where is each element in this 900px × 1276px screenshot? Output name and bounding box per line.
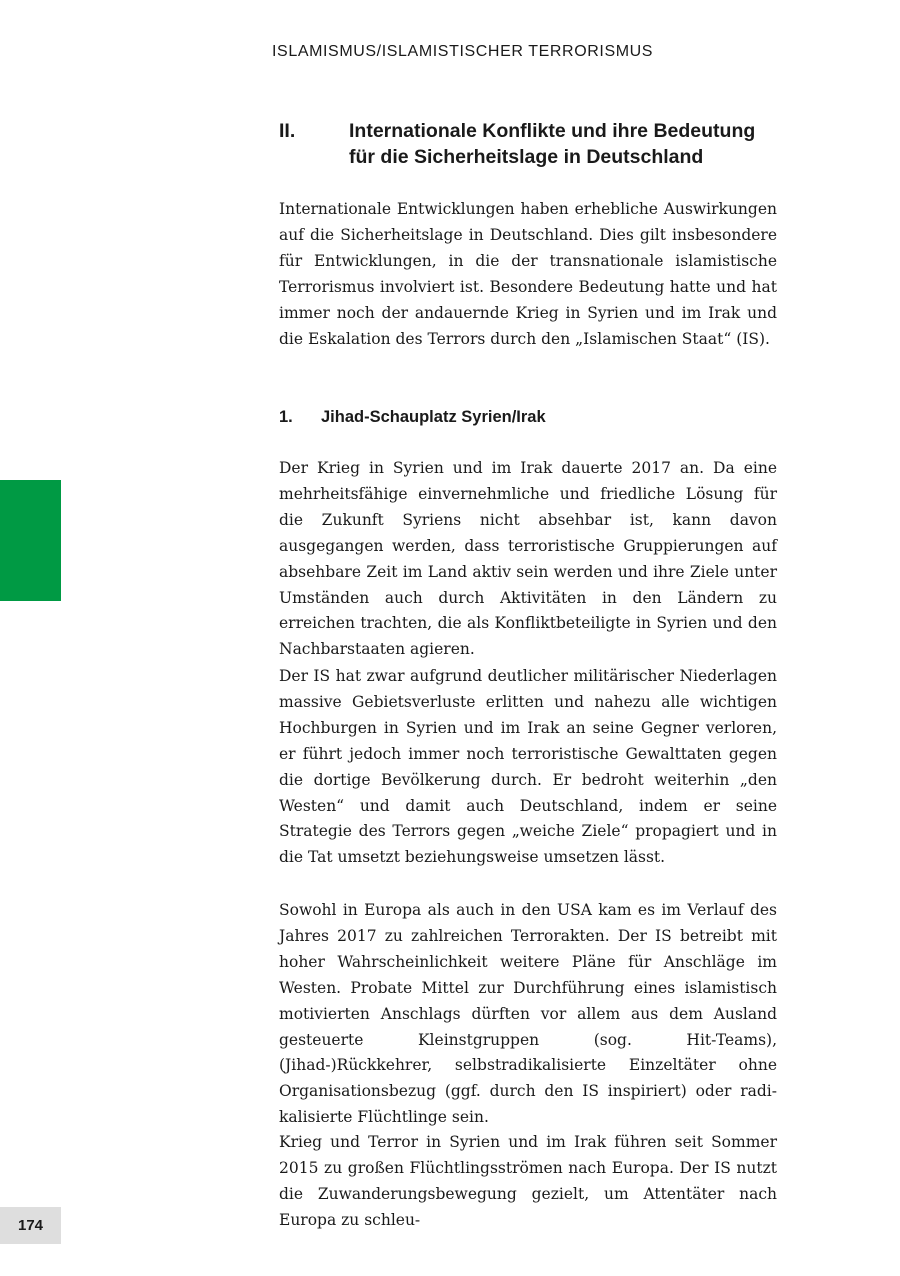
- body-paragraph-4: Krieg und Terror in Syrien und im Irak führen seit Sommer 2015 zu großen Flüchtlingsströmen nach Europa. Der IS nutzt die Zuwanderungsbewegung gezielt, um Attentäter nach Europa zu schleu-: [279, 1133, 777, 1229]
- chapter-heading: [279, 118, 779, 170]
- section-heading: [279, 405, 779, 429]
- body-paragraph-1: Der Krieg in Syrien und im Irak dauerte 2017 an. Da eine mehrheitsfähige einvernehmliche und friedliche Lösung für die Zukunft Syriens nicht absehbar ist, kann davon ausgegangen werden, dass terroristische Gruppierungen auf absehbare Zeit im Land aktiv sein werden und ihre Ziele unter Umständen auch durch Aktivitäten in den Ländern zu erreichen trachten, die als Konfliktbeteiligte in Syrien und den Nachbarstaaten agieren.: [279, 459, 777, 659]
- chapter-number: II.: [279, 120, 296, 142]
- chapter-color-tab: [0, 480, 61, 601]
- section-number: 1.: [279, 408, 293, 426]
- body-paragraph-2: Der IS hat zwar aufgrund deutlicher militärischer Niederlagen massive Gebietsverluste erlitten und nahezu alle wichtigen Hochburgen in Syrien und im Irak an seine Gegner verloren, er führt jedoch immer noch terroristische Gewalttaten gegen die dortige Bevölkerung durch. Er bedroht weiterhin „den Westen“ und damit auch Deutschland, indem er seine Strategie des Terrors gegen „weiche Ziele“ propagiert und in die Tat umsetzt beziehungsweise umsetzen lässt.: [279, 667, 777, 867]
- section-title: Jihad-Schauplatz Syrien/Irak: [321, 408, 546, 426]
- chapter-title: Internationale Konflikte und ihre Bedeutung für die Sicherheitslage in Deutschland: [349, 120, 756, 168]
- running-header: ISLAMISMUS/ISLAMISTISCHER TERRORISMUS: [272, 43, 654, 60]
- intro-paragraph: Internationale Entwicklungen haben erhebliche Auswirkungen auf die Sicherheitslage in Deutschland. Dies gilt insbesondere für Entwicklungen, in die der transnationale islamistische Terrorismus involviert ist. Besondere Bedeutung hatte und hat immer noch der andauernde Krieg in Syrien und im Irak und die Eskalation des Terrors durch den „Islamischen Staat“ (IS).: [279, 200, 777, 348]
- page-number: 174: [0, 1207, 61, 1244]
- body-paragraph-3: Sowohl in Europa als auch in den USA kam es im Verlauf des Jahres 2017 zu zahlreichen Terrorakten. Der IS betreibt mit hoher Wahrscheinlichkeit weitere Pläne für Anschläge im Westen. Probate Mittel zur Durchführung eines islamistisch motivierten Anschlags dürften vor allem aus dem Ausland gesteuerte Kleinstgruppen (sog. Hit-Teams), (Jihad-)Rückkehrer, selbstradikalisierte Einzeltäter ohne Organisationsbezug (ggf. durch den IS inspiriert) oder radikalisierte Flüchtlinge sein.: [279, 901, 777, 1127]
